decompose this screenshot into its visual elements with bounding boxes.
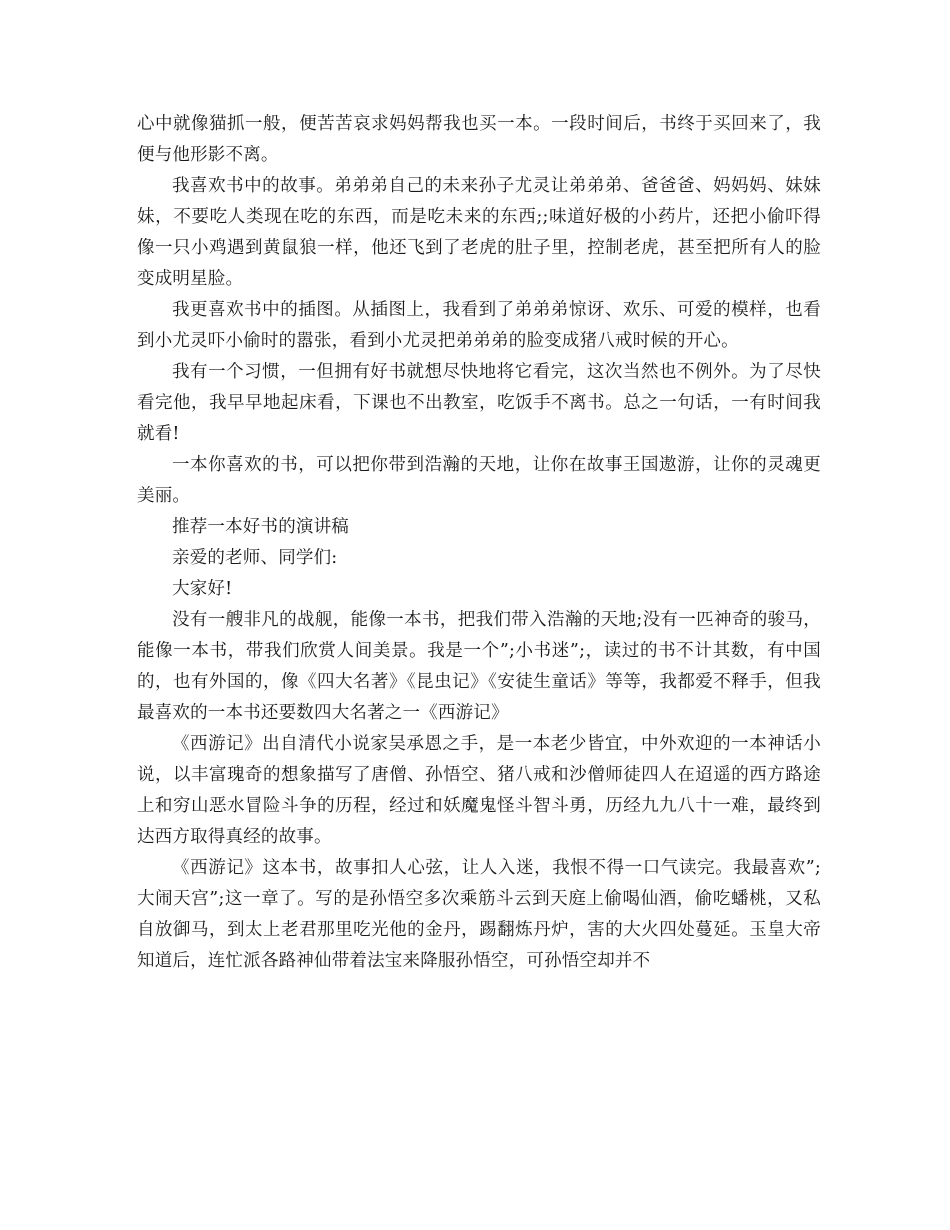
paragraph: 心中就像猫抓一般，便苦苦哀求妈妈帮我也买一本。一段时间后，书终于买回来了，我便与他形影不离。 bbox=[137, 114, 821, 165]
document-page bbox=[137, 109, 821, 977]
paragraph: 《西游记》这本书，故事扣人心弦，让人入迷，我恨不得一口气读完。我最喜欢”;大闹天宫”;这一章了。写的是孙悟空多次乘筋斗云到天庭上偷喝仙酒，偷吃蟠桃，又私自放御马，到太上老君那里吃光他的金丹，踢翻炼丹炉，害的大火四处蔓延。玉皇大帝知道后，连忙派各路神仙带着法宝来降服孙悟空，可孙悟空却并不 bbox=[137, 858, 821, 971]
paragraph: 一本你喜欢的书，可以把你带到浩瀚的天地，让你在故事王国遨游，让你的灵魂更美丽。 bbox=[137, 455, 821, 506]
paragraph: 我喜欢书中的故事。弟弟弟自己的未来孙子尤灵让弟弟弟、爸爸爸、妈妈妈、妹妹妹，不要吃人类现在吃的东西，而是吃未来的东西;;味道好极的小药片，还把小偷吓得像一只小鸡遇到黄鼠狼一样，他还飞到了老虎的肚子里，控制老虎，甚至把所有人的脸变成明星脸。 bbox=[137, 176, 821, 289]
paragraph: 我更喜欢书中的插图。从插图上，我看到了弟弟弟惊讶、欢乐、可爱的模样，也看到小尤灵吓小偷时的嚣张，看到小尤灵把弟弟弟的脸变成猪八戒时候的开心。 bbox=[137, 300, 821, 351]
speech-title: 推荐一本好书的演讲稿 bbox=[172, 517, 349, 537]
paragraph: 《西游记》出自清代小说家吴承恩之手，是一本老少皆宜，中外欢迎的一本神话小说，以丰富瑰奇的想象描写了唐僧、孙悟空、猪八戒和沙僧师徒四人在迢遥的西方路途上和穷山恶水冒险斗争的历程，经过和妖魔鬼怪斗智斗勇，历经九九八十一难，最终到达西方取得真经的故事。 bbox=[137, 734, 821, 847]
paragraph: 我有一个习惯，一但拥有好书就想尽快地将它看完，这次当然也不例外。为了尽快看完他，我早早地起床看，下课也不出教室，吃饭手不离书。总之一句话，一有时间我就看! bbox=[137, 362, 821, 444]
speech-salutation: 亲爱的老师、同学们: bbox=[172, 548, 338, 568]
paragraph: 没有一艘非凡的战舰，能像一本书，把我们带入浩瀚的天地;没有一匹神奇的骏马，能像一本书，带我们欣赏人间美景。我是一个”;小书迷”;，读过的书不计其数，有中国的，也有外国的，像《四大名著》《昆虫记》《安徒生童话》等等，我都爱不释手，但我最喜欢的一本书还要数四大名著之一《西游记》 bbox=[137, 610, 821, 723]
speech-greeting: 大家好! bbox=[172, 579, 233, 599]
